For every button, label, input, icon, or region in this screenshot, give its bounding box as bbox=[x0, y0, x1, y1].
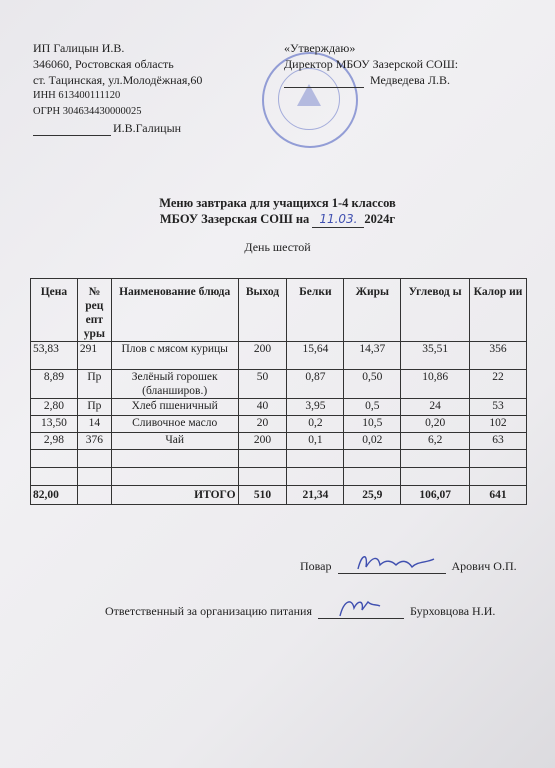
cell-price: 13,50 bbox=[31, 416, 78, 433]
cell-protein: 15,64 bbox=[287, 342, 344, 370]
approval-position: Директор МБОУ Зазерской СОШ: bbox=[284, 57, 459, 71]
cell-fat: 0,02 bbox=[344, 433, 401, 450]
cell-calories: 102 bbox=[470, 416, 527, 433]
menu-title-line-1: Меню завтрака для учащихся 1-4 классов bbox=[159, 196, 396, 210]
table-row-empty bbox=[31, 468, 527, 486]
handwritten-signature-icon bbox=[338, 551, 446, 575]
total-label: ИТОГО bbox=[111, 486, 238, 505]
cell-price: 8,89 bbox=[31, 370, 78, 399]
cell-price: 2,98 bbox=[31, 433, 78, 450]
approval-block bbox=[284, 40, 458, 88]
table-row bbox=[31, 370, 527, 399]
cell-calories: 356 bbox=[470, 342, 527, 370]
responsible-name: Бурховцова Н.И. bbox=[410, 604, 496, 618]
table-row bbox=[31, 399, 527, 416]
cell-recipe: Пр bbox=[77, 399, 111, 416]
supplier-ogrn: ОГРН 304634430000025 bbox=[33, 106, 142, 117]
cell-yield: 200 bbox=[238, 342, 287, 370]
menu-date-handwritten: 11.03. bbox=[312, 211, 364, 228]
handwritten-signature-icon bbox=[318, 596, 404, 620]
approval-person bbox=[284, 72, 458, 88]
cell-carbs: 24 bbox=[401, 399, 470, 416]
cell-carbs: 6,2 bbox=[401, 433, 470, 450]
cell-recipe: Пр bbox=[77, 370, 111, 399]
cell-dish: Сливочное масло bbox=[111, 416, 238, 433]
cell-recipe: 376 bbox=[77, 433, 111, 450]
menu-title-year: 2024г bbox=[364, 212, 396, 226]
responsible-signature-row bbox=[105, 604, 495, 619]
header-yield: Выход bbox=[238, 279, 287, 342]
cell-protein: 0,1 bbox=[287, 433, 344, 450]
cell-recipe: 291 bbox=[77, 342, 111, 370]
cell-carbs: 10,86 bbox=[401, 370, 470, 399]
cell-calories: 53 bbox=[470, 399, 527, 416]
approval-heading: «Утверждаю» bbox=[284, 41, 356, 55]
cell-yield: 50 bbox=[238, 370, 287, 399]
menu-title-school: МБОУ Зазерская СОШ на bbox=[159, 212, 310, 226]
supplier-address-2: ст. Тацинская, ул.Молодёжная,60 bbox=[33, 73, 203, 87]
cell-fat: 0,5 bbox=[344, 399, 401, 416]
cell-yield: 20 bbox=[238, 416, 287, 433]
header-calories: Калор ии bbox=[470, 279, 527, 342]
day-label: День шестой bbox=[244, 240, 311, 254]
table-row bbox=[31, 416, 527, 433]
cell-protein: 3,95 bbox=[287, 399, 344, 416]
cell-price: 53,83 bbox=[31, 342, 78, 370]
cell-recipe: 14 bbox=[77, 416, 111, 433]
header-fat: Жиры bbox=[344, 279, 401, 342]
total-yield: 510 bbox=[238, 486, 287, 505]
menu-title-line-2 bbox=[0, 211, 555, 228]
total-carbs: 106,07 bbox=[401, 486, 470, 505]
menu-title bbox=[0, 195, 555, 228]
supplier-inn: ИНН 613400111120 bbox=[33, 90, 121, 101]
cook-signature-line bbox=[338, 559, 446, 574]
table-row bbox=[31, 433, 527, 450]
total-fat: 25,9 bbox=[344, 486, 401, 505]
cook-label: Повар bbox=[300, 559, 332, 573]
table-row-empty bbox=[31, 450, 527, 468]
cell-carbs: 0,20 bbox=[401, 416, 470, 433]
cook-signature-row bbox=[300, 559, 517, 574]
header-price: Цена bbox=[31, 279, 78, 342]
total-price: 82,00 bbox=[31, 486, 78, 505]
cook-name: Арович О.П. bbox=[451, 559, 517, 573]
table-row bbox=[31, 342, 527, 370]
cell-calories: 22 bbox=[470, 370, 527, 399]
cell-protein: 0,87 bbox=[287, 370, 344, 399]
supplier-block bbox=[33, 40, 202, 136]
supplier-signature bbox=[33, 120, 202, 136]
approval-signature-line bbox=[284, 75, 364, 88]
approval-person-name: Медведева Л.В. bbox=[370, 73, 450, 87]
cell-dish: Зелёный горошек (бланширов.) bbox=[111, 370, 238, 399]
cell-price: 2,80 bbox=[31, 399, 78, 416]
cell-yield: 40 bbox=[238, 399, 287, 416]
header-recipe: № рец епт уры bbox=[77, 279, 111, 342]
cell-calories: 63 bbox=[470, 433, 527, 450]
responsible-label: Ответственный за организацию питания bbox=[105, 604, 312, 618]
cell-fat: 0,50 bbox=[344, 370, 401, 399]
signature-line bbox=[33, 123, 111, 136]
supplier-signature-name: И.В.Галицын bbox=[113, 121, 182, 135]
cell-carbs: 35,51 bbox=[401, 342, 470, 370]
supplier-name: ИП Галицын И.В. bbox=[33, 41, 125, 55]
total-protein: 21,34 bbox=[287, 486, 344, 505]
cell-protein: 0,2 bbox=[287, 416, 344, 433]
total-calories: 641 bbox=[470, 486, 527, 505]
table-header-row bbox=[31, 279, 527, 342]
responsible-signature-line bbox=[318, 604, 404, 619]
menu-table bbox=[30, 278, 527, 505]
cell-fat: 10,5 bbox=[344, 416, 401, 433]
cell-dish: Плов с мясом курицы bbox=[111, 342, 238, 370]
cell-yield: 200 bbox=[238, 433, 287, 450]
header-protein: Белки bbox=[287, 279, 344, 342]
header-dish: Наименование блюда bbox=[111, 279, 238, 342]
cell-dish: Хлеб пшеничный bbox=[111, 399, 238, 416]
cell-dish: Чай bbox=[111, 433, 238, 450]
cell-fat: 14,37 bbox=[344, 342, 401, 370]
table-total-row bbox=[31, 486, 527, 505]
header-carbs: Углевод ы bbox=[401, 279, 470, 342]
supplier-address-1: 346060, Ростовская область bbox=[33, 57, 174, 71]
